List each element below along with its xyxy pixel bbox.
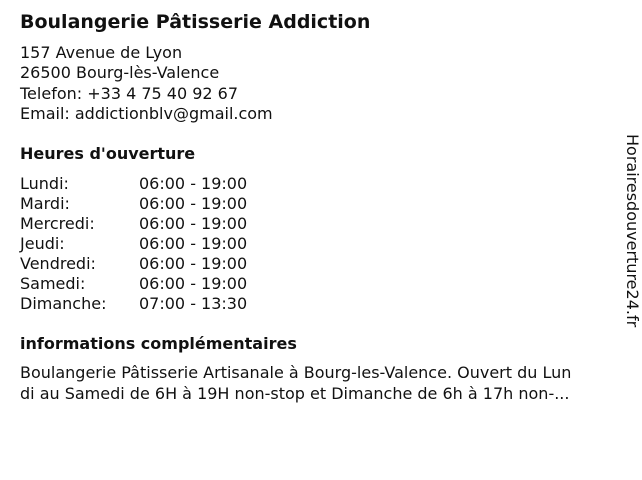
contact-block bbox=[20, 43, 273, 124]
time-range: 07:00 - 13:30 bbox=[139, 294, 248, 313]
info-description bbox=[20, 363, 624, 404]
day-label: Mardi: bbox=[20, 194, 70, 213]
address-city: 26500 Bourg-lès-Valence bbox=[20, 63, 220, 83]
phone-number: Telefon: +33 4 75 40 92 67 bbox=[20, 83, 239, 103]
address-street: 157 Avenue de Lyon bbox=[20, 43, 183, 62]
day-label: Dimanche: bbox=[20, 294, 107, 313]
info-line: Boulangerie Pâtisserie Artisanale à Bourg-les-Valence. Ouvert du Lun bbox=[20, 363, 572, 382]
hours-row-friday bbox=[20, 254, 247, 274]
time-range: 06:00 - 19:00 bbox=[139, 194, 248, 213]
day-label: Vendredi: bbox=[20, 254, 96, 273]
hours-row-monday bbox=[20, 174, 247, 194]
hours-heading: Heures d'ouverture bbox=[20, 144, 196, 163]
day-label: Samedi: bbox=[20, 274, 86, 293]
hours-row-saturday bbox=[20, 274, 247, 294]
hours-row-wednesday bbox=[20, 214, 247, 234]
email-address: Email: addictionblv@gmail.com bbox=[20, 103, 273, 123]
info-line: di au Samedi de 6H à 19H non-stop et Dimanche de 6h à 17h non-... bbox=[20, 383, 570, 403]
site-watermark: Horairesdouverture24.fr bbox=[623, 134, 642, 328]
hours-row-tuesday bbox=[20, 194, 247, 214]
business-name: Boulangerie Pâtisserie Addiction bbox=[20, 11, 371, 33]
time-range: 06:00 - 19:00 bbox=[139, 234, 248, 253]
time-range: 06:00 - 19:00 bbox=[139, 254, 248, 273]
day-label: Mercredi: bbox=[20, 214, 95, 233]
hours-row-thursday bbox=[20, 234, 247, 254]
info-heading: informations complémentaires bbox=[20, 334, 297, 353]
hours-row-sunday bbox=[20, 294, 247, 314]
opening-hours-table bbox=[20, 174, 247, 314]
time-range: 06:00 - 19:00 bbox=[139, 274, 248, 293]
time-range: 06:00 - 19:00 bbox=[139, 174, 248, 193]
day-label: Jeudi: bbox=[20, 234, 65, 253]
time-range: 06:00 - 19:00 bbox=[139, 214, 248, 233]
day-label: Lundi: bbox=[20, 174, 69, 193]
